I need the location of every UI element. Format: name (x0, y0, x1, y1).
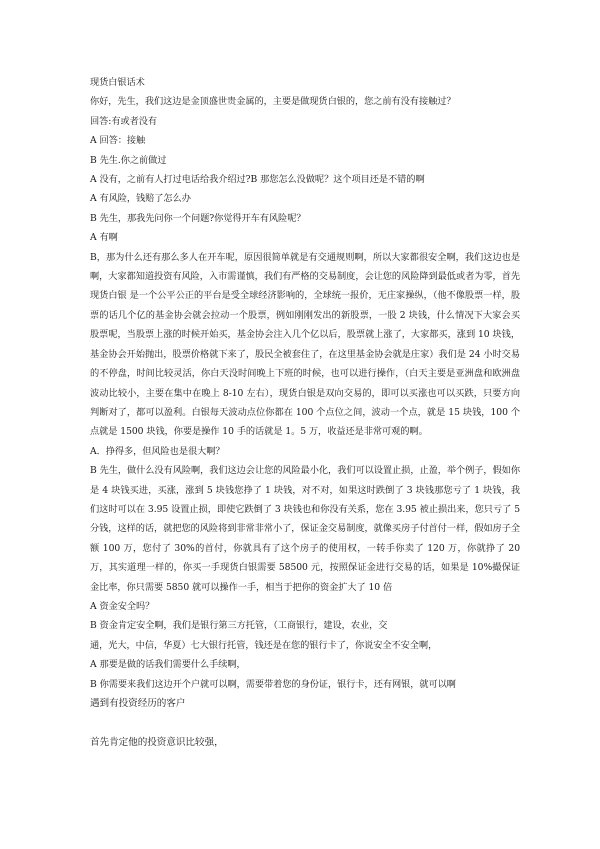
paragraph: A 有啊 (90, 232, 118, 244)
paragraph: 通，光大，中信，华夏）七大银行托管，钱还是在您的银行卡了，你说安全不安全啊， (90, 639, 438, 651)
paragraph: A 回答：接触 (90, 135, 146, 147)
paragraph: B 你需要来我们这边开个户就可以啊，需要带着您的身份证，银行卡，还有网银，就可以啊 (90, 678, 456, 690)
paragraph: 回答:有或者没有 (90, 115, 158, 127)
paragraph: A 没有，之前有人打过电话给我介绍过?B 那您怎么没做呢？这个项目还是不错的啊 (90, 174, 425, 186)
paragraph: B 先生.你之前做过 (90, 154, 167, 166)
paragraph: A 资金安全吗？ (90, 600, 155, 612)
section-text: 首先肯定他的投资意识比较强， (90, 737, 224, 749)
paragraph: A．挣得多，但风险也是很大啊？ (90, 445, 225, 457)
paragraph: B 先生，那我先问你一个问题?你觉得开车有风险呢？ (90, 212, 306, 224)
document-body (90, 73, 520, 753)
paragraph: A 那要是做的话我们需要什么手续啊， (90, 659, 246, 671)
paragraph: B 先生，做什么没有风险啊，我们这边会让您的风险最小化，我们可以设置止损，止盈，举个例子，假如你是 4 块钱买进，买涨，涨到 5 块钱您挣了 1 块钱，对不对，如果这时跌倒了 3 块钱那您亏了 1 块钱，我们这时可以在 3.95 设置止损，即使它跌倒了 3 块钱也和你没有关系，您在 3.95 被止损出来，您只亏了 5 分钱，这样的话，就把您的风险将到非常非常小了，保证金交易制度，就像买房子付首付一样，假如房子全额 100 万，您付了 30%的首付，你就具有了这个房子的使用权，一转手你卖了 120 万，你就挣了 20 万，其实道理一样的，你买一手现货白银需要 58500 元，按照保证金进行交易的话，如果是 10%撮保证金比率，你只需要 5850 就可以操作一手，相当于把你的资金扩大了 10 倍 (90, 465, 520, 593)
document-title: 现货白银话术 (90, 77, 145, 88)
paragraph: B，那为什么还有那么多人在开车呢，原因很简单就是有交通规则啊，所以大家都很安全啊，我们这边也是啊，大家都知道投资有风险，入市需谨慎，我们有严格的交易制度，会让您的风险降到最低或者为零，首先现货白银 是一个公平公正的平台是受全球经济影响的，全球统一报价，无庄家操纵，（他不像股票一样，股票的话几个亿的基金协会就会拉动一个股票，例如刚刚发出的新股票，一股 2 块钱，什么情况下大家会买股票呢，当股票上涨的时候开始买，基金协会注入几个亿以后，股票就上涨了，大家都买，涨到 10 块钱，基金协会开始抛出，股票价格就下来了，股民全被套住了，在这里基金协会就是庄家）我们是 24 小时交易的不停盘，时间比较灵活，你白天没时间晚上下班的时候，也可以进行操作，（白天主要是亚洲盘和欧洲盘波动比较小，主要在集中在晚上 8-10 左右），现货白银是双向交易的，即可以买涨也可以买跌，只要方向判断对了，都可以盈利。白银每天波动点位你都在 100 个点位之间，波动一个点，就是 15 块钱，100 个点就是 1500 块钱，你要是操作 10 手的话就是 1。5 万，收益还是非常可观的啊。 (90, 251, 520, 438)
paragraph: A 有风险，钱赔了怎么办 (90, 193, 191, 205)
paragraph: B 资金肯定安全啊，我们是银行第三方托管，（工商银行，建设，农业，交 (90, 620, 388, 632)
section-heading: 遇到有投资经历的客户 (90, 698, 186, 709)
paragraph: 你好，先生，我们这边是金顶盛世贵金属的，主要是做现货白银的，您之前有没有接触过？ (90, 96, 456, 108)
